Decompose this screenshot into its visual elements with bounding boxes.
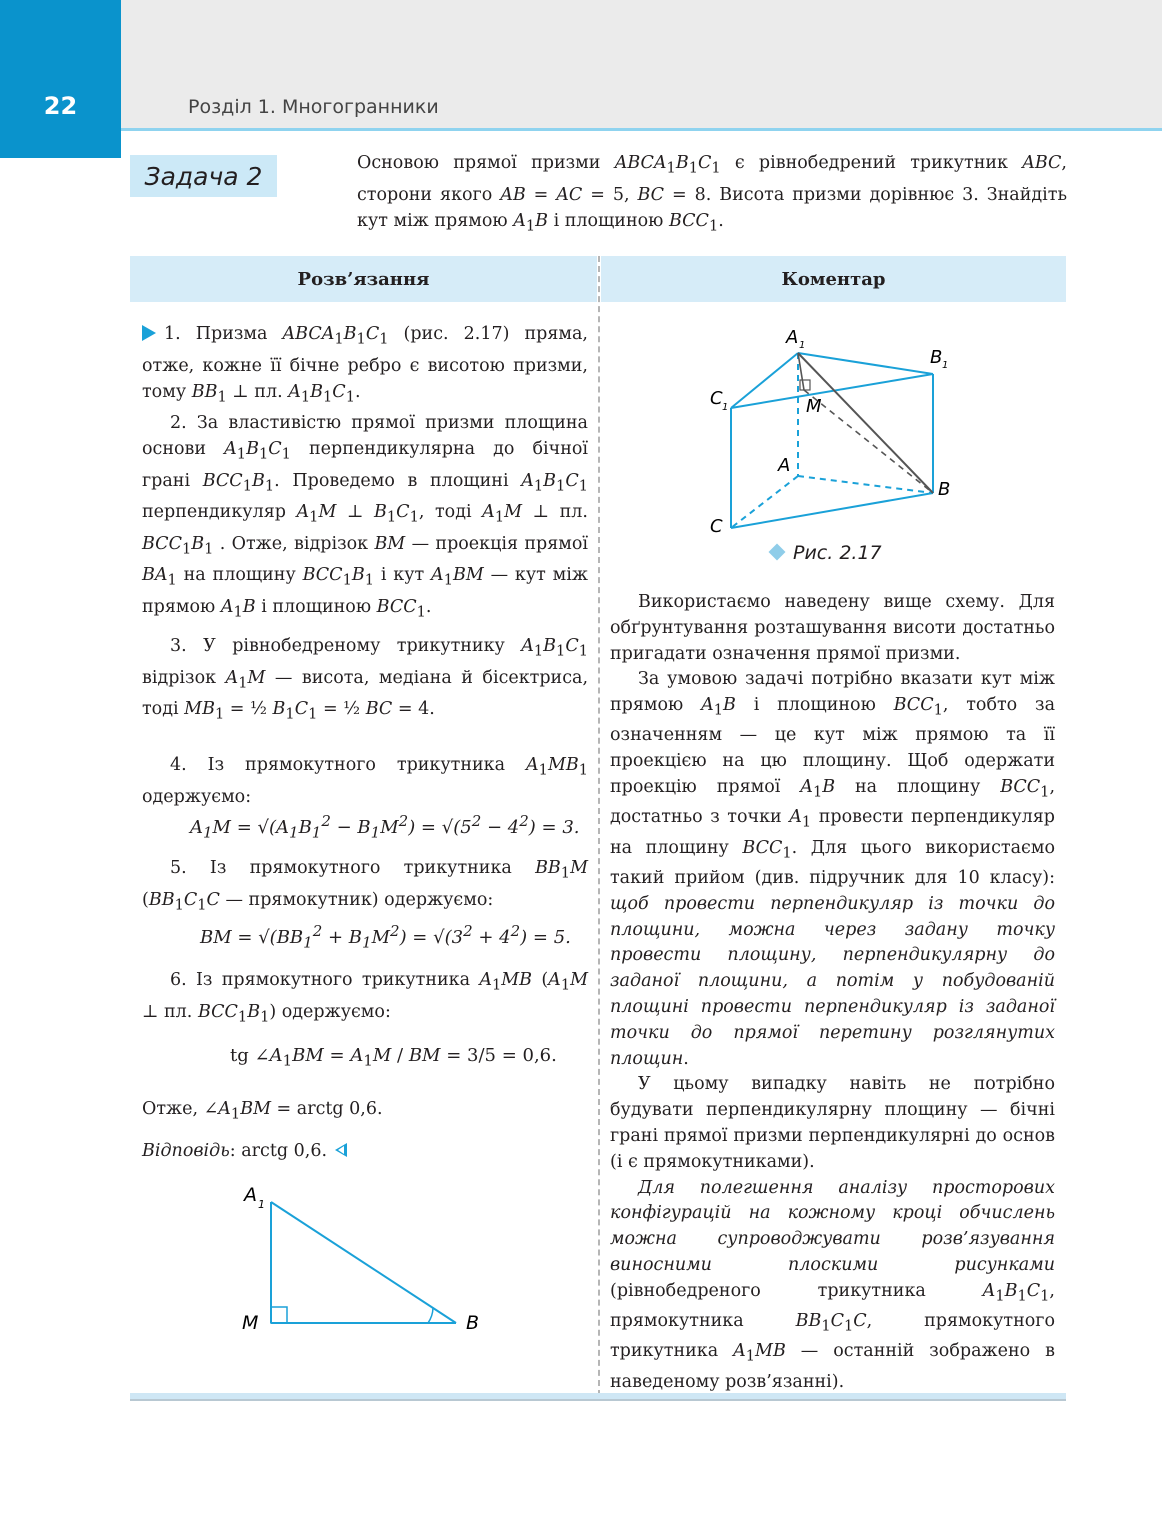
- solution-step-5-text: 5. Із прямокутного трикутника $BB_1M$ ($BB_1C_1C$ — прямокутник) одержуємо:: [142, 858, 588, 913]
- prism-figure: [700, 318, 970, 548]
- solution-column-header: Розв’язання: [130, 256, 597, 302]
- solution-step-1-text: 1. Призма $ABCA_1B_1C_1$ (рис. 2.17) пряма, отже, кожне її бічне ребро є висотою призми, тому $BB_1$ ⊥ пл. $A_1B_1C_1$.: [142, 324, 588, 405]
- comment-paragraph-3: У цьому випадку навіть не потрібно будувати перпендикулярну площину — бічні грані прямої призми перпендикулярні до основ (і є прямокутниками).: [610, 1074, 1055, 1172]
- solution-step-3-text: 3. У рівнобедреному трикутнику $A_1B_1C_1$ відрізок $A_1M$ — висота, медіана й бісектриса, тоді $MB_1$ = ½ $B_1C_1$ = ½ BC = 4.: [142, 636, 589, 723]
- comment-paragraph-1: Використаємо наведену вище схему. Для обґрунтування розташування висоти достатньо пригадати означення прямої призми.: [610, 592, 1055, 664]
- right-triangle-figure: [230, 1175, 500, 1335]
- formula-bm: BM = $√(BB_1^2 + B_1M^2) = √(3^2 + 4^2) = 5$.: [200, 922, 571, 952]
- solution-step-4-text: 4. Із прямокутного трикутника $A_1MB_1$ одержуємо:: [142, 755, 588, 807]
- conclusion-text: Отже, $\angle A_1BM$ = arctg 0,6.: [142, 1099, 383, 1123]
- running-title: Розділ 1. Многогранники: [188, 96, 439, 118]
- solution-step-6: [142, 967, 588, 1030]
- solution-conclusion: [142, 1096, 588, 1128]
- label-c: C: [710, 516, 723, 537]
- solution-answer: [142, 1138, 588, 1164]
- end-marker-icon: [335, 1143, 347, 1157]
- page-number-tab: [0, 0, 121, 158]
- column-divider: [598, 256, 600, 1396]
- comment-column-header: Коментар: [601, 256, 1066, 302]
- hypotenuse-a1b: [271, 1202, 456, 1323]
- segment-mb: [804, 390, 933, 493]
- edge-cb: [731, 493, 933, 528]
- label-a1-sub: 1: [258, 1198, 265, 1211]
- solution-step-4: [142, 752, 588, 810]
- figure-caption: [771, 542, 882, 564]
- edge-ab-hidden: [798, 476, 933, 493]
- page-number: 22: [43, 92, 78, 120]
- edge-c1b1: [731, 374, 933, 408]
- solution-step-2: [142, 410, 588, 625]
- label-a1: A: [786, 327, 799, 348]
- right-angle-mark: [271, 1307, 287, 1323]
- label-a1: A: [244, 1184, 257, 1206]
- solution-step-5: [142, 855, 588, 918]
- comment-paragraph-4: Для полегшення аналізу просторових конфігурацій на кожному кроці обчислень можна супроводжувати розв’язування виносними плоскими рисунками (рівнобедреного трикутника $A_1B_1C_1$, прямокутника $BB_1C_1C$, прямокутного трикутника $A_1MB$ — останній зображено в наведеному розв’язанні).: [610, 1177, 1055, 1392]
- label-m: M: [242, 1312, 259, 1334]
- task-label: Задача 2: [130, 155, 277, 197]
- edge-a1c1: [731, 353, 798, 408]
- formula-a1m: $A_1M = √(A_1B_1^2 - B_1M^2) = √(5^2 - 4^2) = 3$.: [190, 812, 580, 842]
- bottom-rule: [130, 1393, 1066, 1401]
- solution-step-2-text: 2. За властивістю прямої призми площина основи $A_1B_1C_1$ перпендикулярна до бічної грані $BCC_1B_1$. Проведемо в площині $A_1B_1C_1$ перпендикуляр $A_1M$ ⊥ $B_1C_1$, тоді $A_1M$ ⊥ пл. $BCC_1B_1$ . Отже, відрізок BM — проекція прямої $BA_1$ на площину $BCC_1B_1$ і кут $A_1BM$ — кут між прямою $A_1B$ і площиною $BCC_1$.: [142, 413, 588, 620]
- comment-block: [610, 590, 1055, 1395]
- header-band: [0, 0, 1162, 130]
- solution-step-1: [142, 321, 588, 410]
- comment-paragraph-2: За умовою задачі потрібно вказати кут між прямою $A_1B$ і площиною $BCC_1$, тобто за означенням — це кут між прямою та її проекцією на цю площину. Щоб одержати проекцію прямої $A_1B$ на площину $BCC_1$, достатньо з точки $A_1$ провести перпендикуляр на площину $BCC_1$. Для цього використаємо такий прийом (див. підручник для 10 класу): щоб провести перпендикуляр із точки до площини, можна через задану точку провести площину, перпендикулярну до заданої площини, а потім у побудованій площині провести перпендикуляр із заданої точки до прямої перетину розглянутих площин.: [610, 669, 1056, 1069]
- angle-b-arc: [428, 1308, 433, 1323]
- diamond-icon: [769, 544, 786, 561]
- header-rule: [121, 128, 1162, 131]
- segment-a1b: [798, 353, 933, 493]
- answer-text: Відповідь: arctg 0,6.: [142, 1141, 328, 1161]
- task-statement: Основою прямої призми $ABCA_1B_1C_1$ є рівнобедрений трикутник ABC, сторони якого AB = AC = 5, BC = 8. Висота призми дорівнює 3. Знайдіть кут між прямою $A_1B$ і площиною $BCC_1$.: [357, 153, 1067, 234]
- figure-caption-text: Рис. 2.17: [793, 542, 882, 564]
- edge-ac-hidden: [731, 476, 798, 528]
- label-b: B: [938, 479, 951, 500]
- formula-tangent: tg $\angle A_1BM = A_1M$ / BM = 3/5 = 0,6.: [230, 1045, 557, 1070]
- label-b1: B: [930, 347, 943, 368]
- label-m: M: [806, 396, 822, 417]
- solution-step-3: [142, 633, 588, 728]
- label-a: A: [778, 455, 791, 476]
- label-b1-sub: 1: [942, 360, 949, 371]
- right-angle-mark-m: [800, 380, 810, 390]
- edge-a1b1: [798, 353, 933, 374]
- label-c1-sub: 1: [722, 402, 729, 413]
- label-b: B: [466, 1312, 480, 1334]
- label-a1-sub: 1: [799, 340, 806, 351]
- solution-step-6-text: 6. Із прямокутного трикутника $A_1MB$ ($A_1M$ ⊥ пл. $BCC_1B_1$) одержуємо:: [142, 970, 589, 1025]
- start-marker-icon: [142, 325, 156, 341]
- label-c1: C: [710, 388, 723, 409]
